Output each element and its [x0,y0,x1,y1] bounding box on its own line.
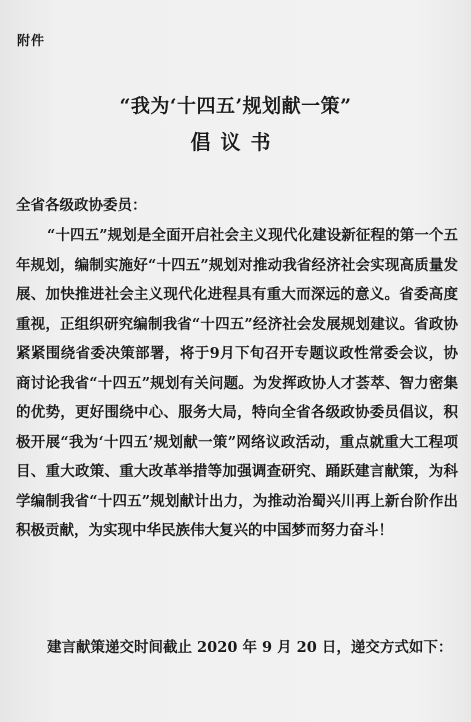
attachment-label: 附件 [17,34,46,49]
document-subtitle: 倡议书 [190,130,281,154]
salutation: 全省各级政协委员： [16,197,147,214]
document-title: “我为‘十四五’规划献一策” [119,95,352,117]
body-paragraph-1: “十四五”规划是全面开启社会主义现代化建设新征程的第一个五年规划，编制实施好“十四五”规划对推动我省经济社会实现高质量发展、加快推进社会主义现代化进程具有重大而深远的意义。省委高度重视，正组织研究编制我省“十四五”经济社会发展规划建议。省政协紧紧围绕省委决策部署，将于9月下旬召开专题议政性常委会议，协商讨论我省“十四五”规划有关问题。为发挥政协人才荟萃、智力密集的优势，更好围绕中心、服务大局，特向全省各级政协委员倡议，积极开展“我为‘十四五’规划献一策”网络议政活动，重点就重大工程项目、重大政策、重大改革举措等加强调查研究、踊跃建言献策，为科学编制我省“十四五”规划献计出力，为推动治蜀兴川再上新台阶作出积极贡献，为实现中华民族伟大复兴的中国梦而努力奋斗！ [16,227,458,539]
body-paragraph-2: 建言献策递交时间截止 2020 年 9 月 20 日，递交方式如下： [47,639,453,656]
